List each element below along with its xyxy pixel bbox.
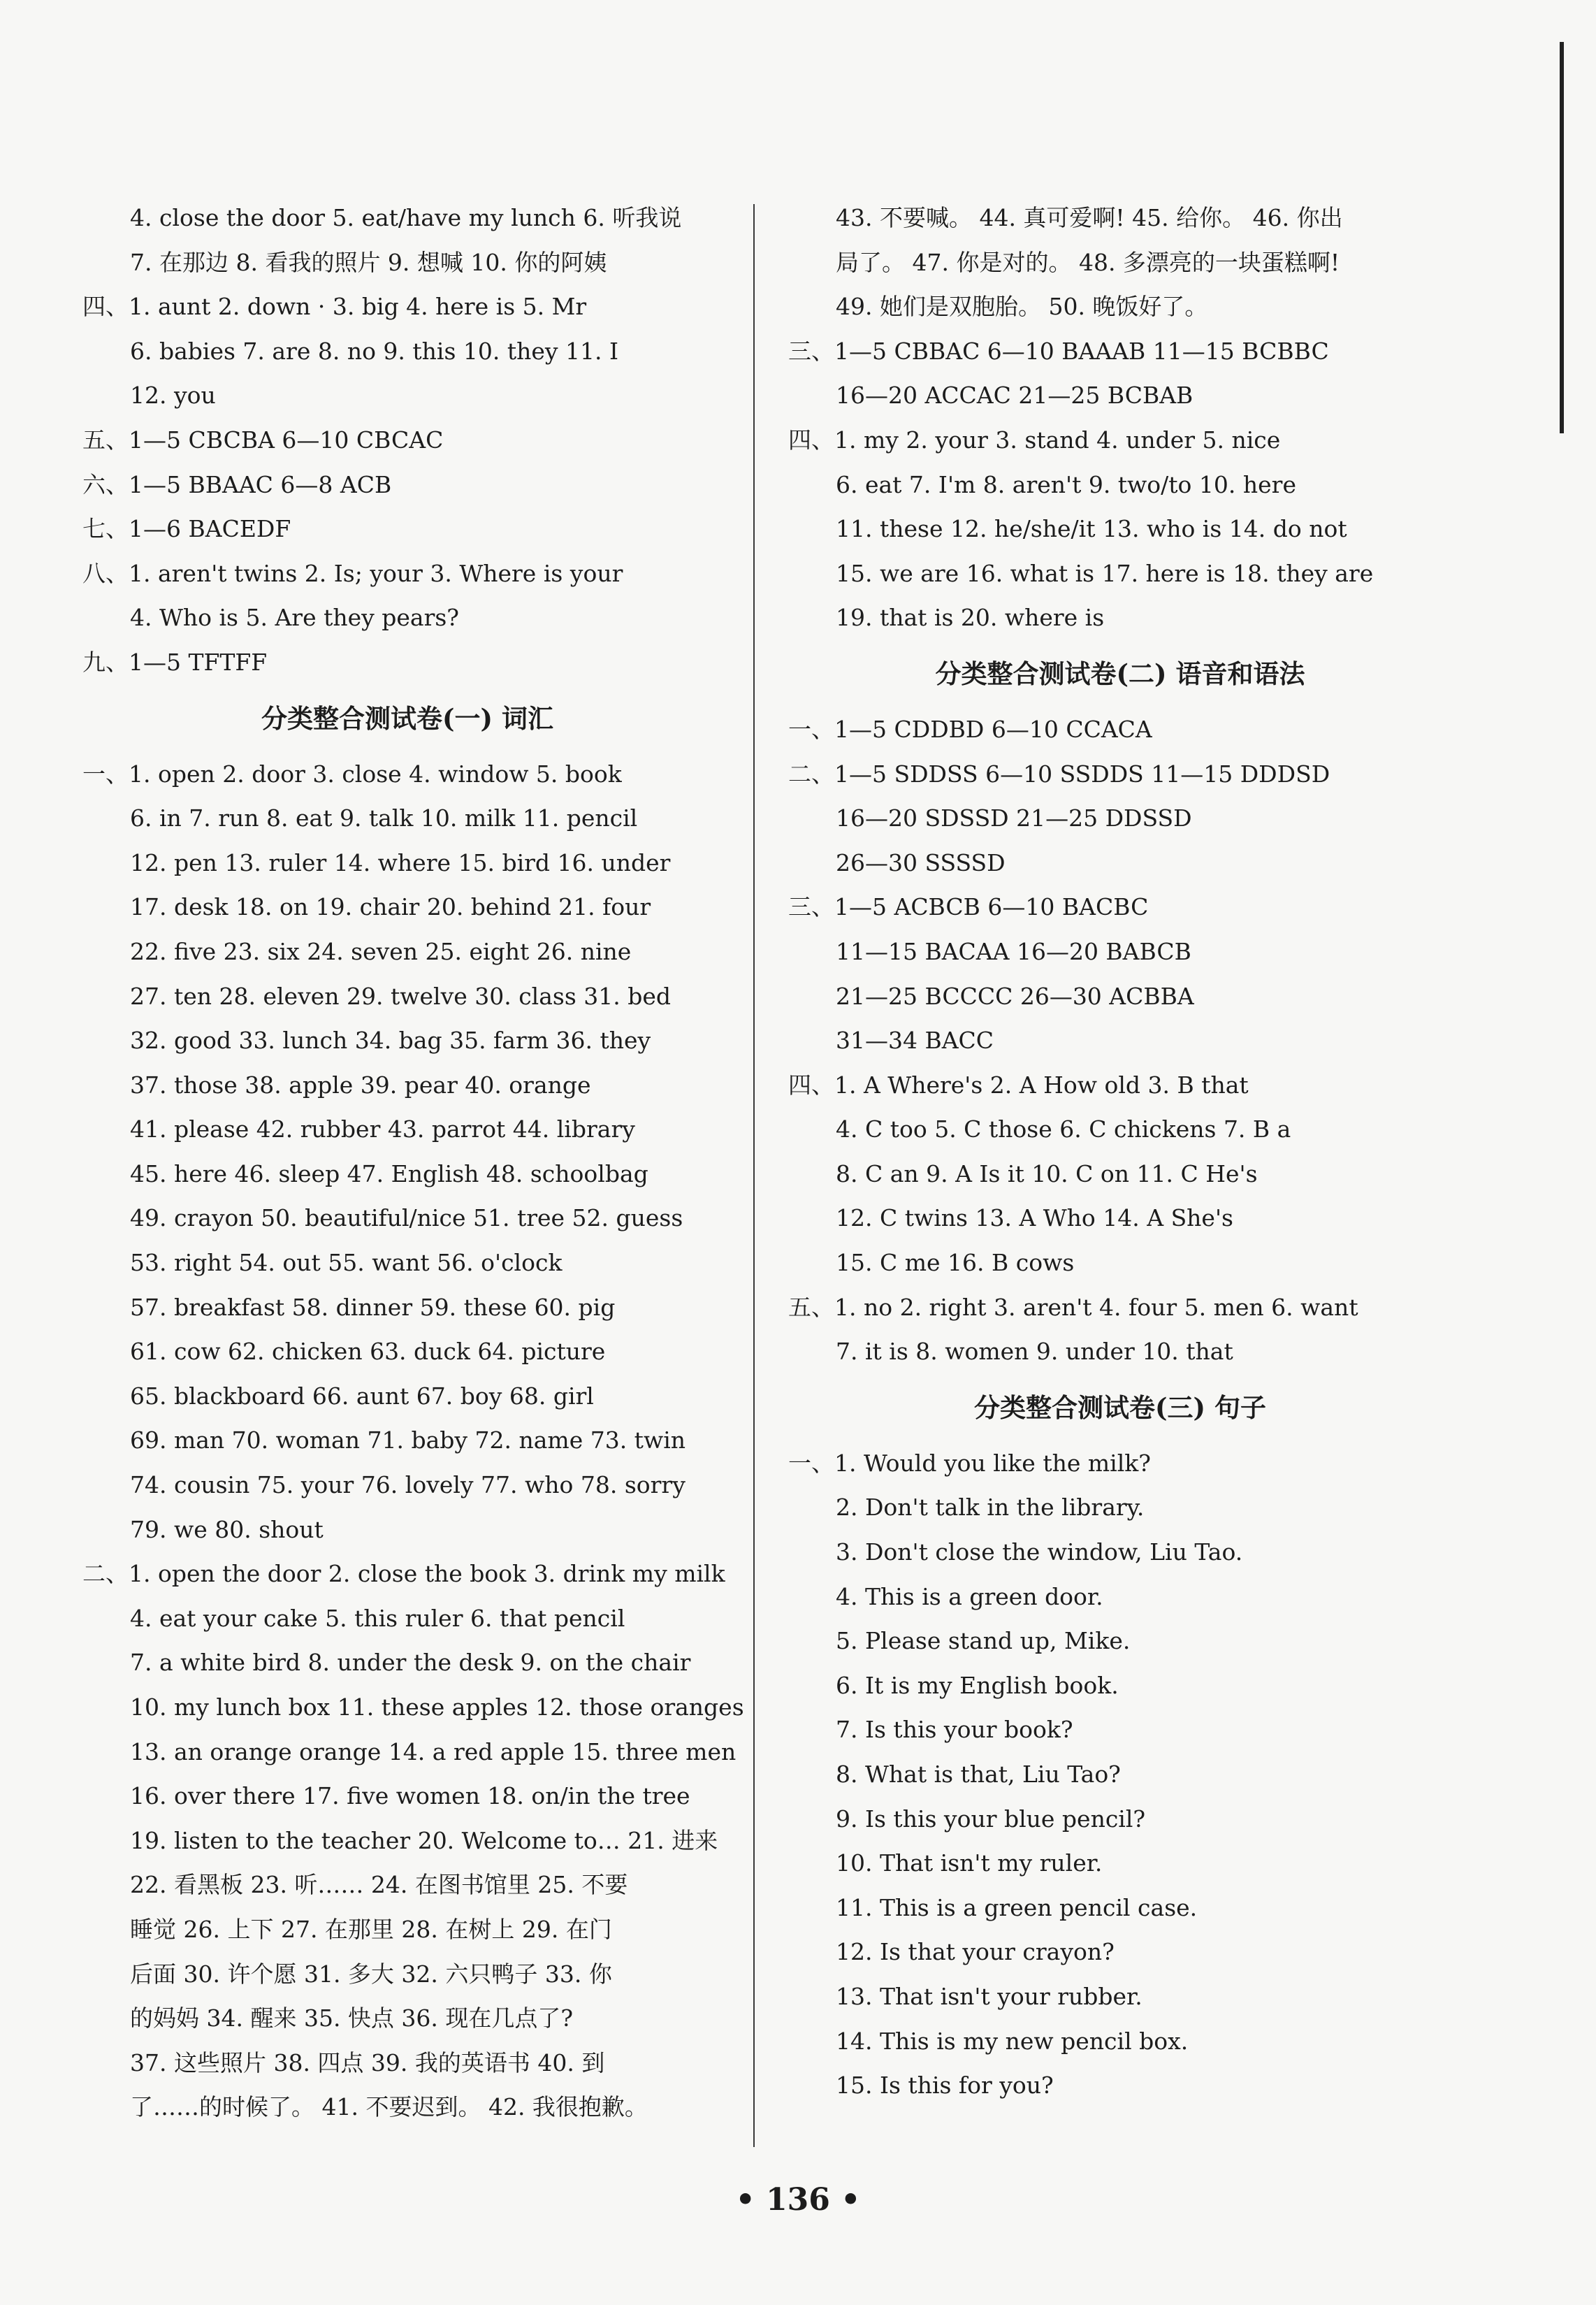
answer-line: 15. C me 16. B cows bbox=[836, 1249, 1075, 1277]
answer-line: 4. close the door 5. eat/have my lunch 6. 听我说 bbox=[130, 204, 682, 231]
column-divider bbox=[753, 204, 755, 2147]
answer-line: 了……的时候了。 41. 不要迟到。 42. 我很抱歉。 bbox=[130, 2093, 648, 2121]
answer-line: 六、1—5 BBAAC 6—8 ACB bbox=[82, 470, 392, 498]
answer-line: 八、1. aren't twins 2. Is; your 3. Where is your bbox=[82, 559, 623, 587]
answer-line: 27. ten 28. eleven 29. twelve 30. class 31. bed bbox=[130, 982, 672, 1010]
answer-line: 15. we are 16. what is 17. here is 18. they are bbox=[836, 559, 1374, 587]
answer-line: 四、1. my 2. your 3. stand 4. under 5. nice bbox=[788, 426, 1281, 454]
section-heading-vocabulary: 分类整合测试卷(一) 词汇 bbox=[261, 702, 553, 734]
right-block-2 bbox=[788, 707, 1452, 1374]
answer-line: 22. five 23. six 24. seven 25. eight 26. nine bbox=[130, 937, 632, 965]
answer-line: 6. It is my English book. bbox=[836, 1671, 1119, 1699]
answer-line: 五、1—5 CBCBA 6—10 CBCAC bbox=[82, 426, 444, 454]
answer-line: 49. 她们是双胞胎。 50. 晚饭好了。 bbox=[836, 293, 1208, 321]
answer-line: 26—30 SSSSD bbox=[836, 848, 1006, 876]
answer-line: 11—15 BACAA 16—20 BABCB bbox=[836, 937, 1191, 965]
answer-line: 19. listen to the teacher 20. Welcome to… 21. 进来 bbox=[130, 1826, 718, 1854]
section-heading-phonics-grammar: 分类整合测试卷(二) 语音和语法 bbox=[935, 658, 1305, 689]
answer-line: 6. in 7. run 8. eat 9. talk 10. milk 11. pencil bbox=[130, 804, 638, 832]
answer-line: 一、1. open 2. door 3. close 4. window 5. book bbox=[82, 760, 622, 788]
answer-line: 6. babies 7. are 8. no 9. this 10. they 11. I bbox=[130, 337, 619, 365]
answer-line: 41. please 42. rubber 43. parrot 44. library bbox=[130, 1115, 635, 1143]
answer-line: 15. Is this for you? bbox=[836, 2072, 1054, 2100]
answer-line: 睡觉 26. 上下 27. 在那里 28. 在树上 29. 在门 bbox=[130, 1915, 612, 1943]
answer-line: 79. we 80. shout bbox=[130, 1515, 324, 1543]
answer-line: 7. a white bird 8. under the desk 9. on the chair bbox=[130, 1649, 691, 1677]
answer-line: 10. my lunch box 11. these apples 12. those oranges bbox=[130, 1693, 744, 1721]
answer-line: 8. What is that, Liu Tao? bbox=[836, 1761, 1121, 1788]
answer-line: 43. 不要喊。 44. 真可爱啊! 45. 给你。 46. 你出 bbox=[836, 204, 1343, 231]
answer-line: 7. 在那边 8. 看我的照片 9. 想喊 10. 你的阿姨 bbox=[130, 248, 607, 276]
answer-line: 4. Who is 5. Are they pears? bbox=[130, 604, 459, 632]
scan-edge-mark bbox=[1560, 42, 1564, 433]
right-block-3 bbox=[788, 1441, 1452, 2108]
answer-line: 17. desk 18. on 19. chair 20. behind 21. four bbox=[130, 893, 651, 921]
answer-line: 16—20 SDSSD 21—25 DDSSD bbox=[836, 804, 1192, 832]
answer-line: 32. good 33. lunch 34. bag 35. farm 36. they bbox=[130, 1027, 651, 1055]
answer-line: 局了。 47. 你是对的。 48. 多漂亮的一块蛋糕啊! bbox=[836, 248, 1340, 276]
answer-line: 11. these 12. he/she/it 13. who is 14. do not bbox=[836, 515, 1347, 543]
answer-line: 8. C an 9. A Is it 10. C on 11. C He's bbox=[836, 1159, 1258, 1187]
answer-line: 57. breakfast 58. dinner 59. these 60. pig bbox=[130, 1293, 616, 1321]
answer-line: 4. eat your cake 5. this ruler 6. that pencil bbox=[130, 1604, 625, 1632]
answer-line: 6. eat 7. I'm 8. aren't 9. two/to 10. here bbox=[836, 470, 1296, 498]
answer-line: 12. pen 13. ruler 14. where 15. bird 16. under bbox=[130, 848, 671, 876]
answer-line: 65. blackboard 66. aunt 67. boy 68. girl bbox=[130, 1382, 594, 1410]
answer-line: 的妈妈 34. 醒来 35. 快点 36. 现在几点了? bbox=[130, 2004, 574, 2032]
answer-line: 2. Don't talk in the library. bbox=[836, 1494, 1145, 1522]
answer-line: 三、1—5 ACBCB 6—10 BACBC bbox=[788, 893, 1149, 921]
answer-line: 四、1. A Where's 2. A How old 3. B that bbox=[788, 1071, 1249, 1099]
answer-line: 12. C twins 13. A Who 14. A She's bbox=[836, 1204, 1233, 1232]
answer-line: 13. an orange orange 14. a red apple 15. three men bbox=[130, 1737, 737, 1765]
answer-line: 三、1—5 CBBAC 6—10 BAAAB 11—15 BCBBC bbox=[788, 337, 1329, 365]
answer-line: 4. C too 5. C those 6. C chickens 7. B a bbox=[836, 1115, 1291, 1143]
answer-line: 13. That isn't your rubber. bbox=[836, 1982, 1142, 2010]
answer-line: 5. Please stand up, Mike. bbox=[836, 1627, 1131, 1655]
answer-line: 61. cow 62. chicken 63. duck 64. picture bbox=[130, 1338, 606, 1366]
answer-line: 7. it is 8. women 9. under 10. that bbox=[836, 1338, 1233, 1366]
answer-line: 37. 这些照片 38. 四点 39. 我的英语书 40. 到 bbox=[130, 2049, 605, 2076]
answer-line: 22. 看黑板 23. 听…… 24. 在图书馆里 25. 不要 bbox=[130, 1871, 628, 1899]
answer-line: 45. here 46. sleep 47. English 48. schoolbag bbox=[130, 1159, 648, 1187]
answer-line: 五、1. no 2. right 3. aren't 4. four 5. men 6. want bbox=[788, 1293, 1358, 1321]
answer-line: 14. This is my new pencil box. bbox=[836, 2027, 1189, 2055]
left-block-2 bbox=[82, 752, 744, 2130]
left-block-1 bbox=[82, 196, 732, 685]
left-column bbox=[82, 196, 744, 2130]
answer-line: 一、1—5 CDDBD 6—10 CCACA bbox=[788, 715, 1152, 743]
answer-line: 10. That isn't my ruler. bbox=[836, 1849, 1103, 1877]
answer-line: 二、1. open the door 2. close the book 3. drink my milk bbox=[82, 1560, 725, 1588]
answer-line: 一、1. Would you like the milk? bbox=[788, 1449, 1151, 1477]
section-heading-sentences: 分类整合测试卷(三) 句子 bbox=[974, 1392, 1266, 1423]
answer-line: 7. Is this your book? bbox=[836, 1716, 1073, 1744]
answer-line: 4. This is a green door. bbox=[836, 1582, 1103, 1610]
answer-line: 21—25 BCCCC 26—30 ACBBA bbox=[836, 982, 1194, 1010]
answer-line: 12. you bbox=[130, 382, 216, 410]
right-block-1 bbox=[788, 196, 1452, 640]
answer-line: 12. Is that your crayon? bbox=[836, 1938, 1115, 1966]
answer-line: 53. right 54. out 55. want 56. o'clock bbox=[130, 1249, 563, 1277]
answer-line: 49. crayon 50. beautiful/nice 51. tree 52. guess bbox=[130, 1204, 683, 1232]
answer-line: 9. Is this your blue pencil? bbox=[836, 1805, 1146, 1833]
answer-line: 31—34 BACC bbox=[836, 1027, 994, 1055]
answer-line: 四、1. aunt 2. down · 3. big 4. here is 5. Mr bbox=[82, 293, 587, 321]
answer-line: 七、1—6 BACEDF bbox=[82, 515, 291, 543]
answer-line: 二、1—5 SDDSS 6—10 SSDDS 11—15 DDDSD bbox=[788, 760, 1330, 788]
right-column bbox=[788, 196, 1452, 2108]
answer-line: 16—20 ACCAC 21—25 BCBAB bbox=[836, 382, 1194, 410]
answer-line: 19. that is 20. where is bbox=[836, 604, 1105, 632]
page-number: • 136 • bbox=[735, 2182, 861, 2218]
answer-line: 11. This is a green pencil case. bbox=[836, 1893, 1198, 1921]
answer-line: 74. cousin 75. your 76. lovely 77. who 78. sorry bbox=[130, 1471, 685, 1499]
answer-line: 16. over there 17. five women 18. on/in the tree bbox=[130, 1782, 690, 1810]
answer-line: 3. Don't close the window, Liu Tao. bbox=[836, 1538, 1243, 1566]
answer-line: 37. those 38. apple 39. pear 40. orange bbox=[130, 1071, 591, 1099]
answer-line: 后面 30. 许个愿 31. 多大 32. 六只鸭子 33. 你 bbox=[130, 1960, 612, 1988]
answer-line: 九、1—5 TFTFF bbox=[82, 648, 268, 676]
answer-line: 69. man 70. woman 71. baby 72. name 73. twin bbox=[130, 1426, 685, 1454]
